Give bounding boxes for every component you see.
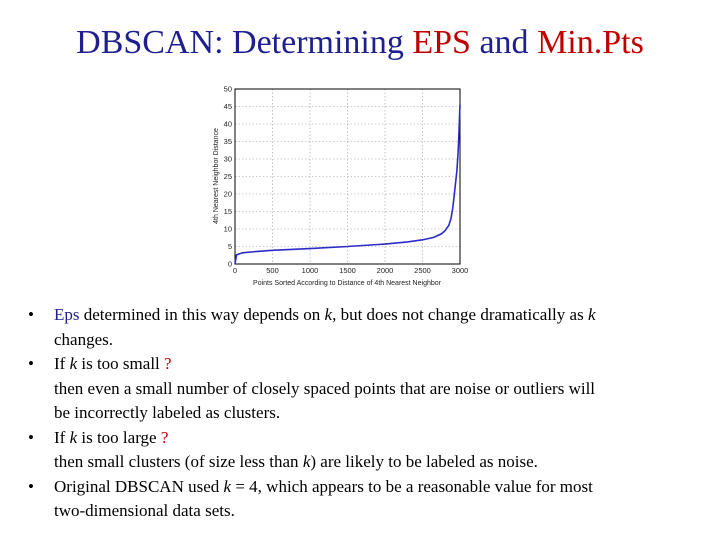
k-var: k bbox=[302, 452, 311, 471]
y-axis-label: 4th Nearest Neighbor Distance bbox=[213, 128, 220, 224]
x-tick-labels bbox=[233, 266, 468, 275]
x-tick-label: 1000 bbox=[301, 266, 319, 275]
y-tick-label: 10 bbox=[223, 224, 232, 234]
bullet-item bbox=[28, 475, 698, 524]
text-run: changes. bbox=[54, 329, 114, 349]
y-tick-label: 40 bbox=[223, 119, 232, 129]
bullet-dot: • bbox=[28, 476, 34, 496]
text-run: is too large bbox=[77, 427, 161, 447]
text-run: If bbox=[54, 354, 70, 373]
y-tick-labels bbox=[224, 85, 232, 269]
x-tick-label: 1500 bbox=[339, 266, 356, 275]
y-tick-label: 45 bbox=[223, 102, 232, 111]
k-var: k bbox=[69, 354, 78, 373]
y-tick-label: 20 bbox=[223, 189, 232, 199]
k-var: k bbox=[587, 305, 596, 324]
x-tick-label: 0 bbox=[232, 266, 238, 275]
bullet-item bbox=[28, 426, 698, 475]
eps-term: Eps bbox=[54, 305, 80, 324]
text-run: be incorrectly labeled as clusters. bbox=[54, 403, 281, 422]
text-run: ) are likely to be labeled as noise. bbox=[310, 452, 538, 471]
text-run: determined in this way depends on bbox=[79, 305, 325, 324]
title-eps: EPS bbox=[412, 24, 471, 61]
text-run: then small clusters (of size less than bbox=[54, 452, 303, 471]
x-tick-label: 2500 bbox=[414, 266, 431, 275]
k-distance-chart bbox=[210, 82, 472, 287]
y-tick-label: 5 bbox=[227, 242, 232, 251]
text-run: then even a small number of closely spaced points that are noise or outliers will bbox=[54, 378, 596, 398]
x-tick-label: 500 bbox=[266, 266, 279, 275]
slide-title bbox=[0, 24, 720, 62]
bullet-dot: • bbox=[28, 427, 34, 447]
y-tick-label: 35 bbox=[223, 137, 232, 146]
text-run: , which appears to be a reasonable value for most bbox=[257, 476, 593, 496]
k-var: k bbox=[324, 305, 333, 324]
bullet-dot: • bbox=[28, 354, 34, 373]
y-tick-label: 25 bbox=[223, 172, 232, 181]
bullet-item bbox=[28, 352, 698, 426]
text-run: = 4 bbox=[231, 476, 258, 496]
title-and: and bbox=[470, 24, 538, 61]
x-tick-label: 2000 bbox=[376, 266, 394, 275]
y-tick-label: 50 bbox=[223, 84, 232, 94]
chart-grid bbox=[235, 89, 460, 264]
text-run: Original DBSCAN used bbox=[54, 476, 224, 496]
x-tick-label: 3000 bbox=[451, 266, 469, 275]
bullet-dot: • bbox=[28, 305, 34, 324]
y-tick-label: 0 bbox=[227, 259, 232, 269]
title-prefix: DBSCAN: Determining bbox=[76, 24, 413, 61]
x-axis-label: Points Sorted According to Distance of 4th Nearest Neighbor bbox=[253, 280, 441, 287]
bullet-item bbox=[28, 303, 698, 352]
text-run: , but does not change dramatically as bbox=[332, 305, 588, 324]
bullet-list bbox=[28, 303, 698, 524]
y-tick-label: 30 bbox=[223, 154, 232, 164]
text-run: If bbox=[54, 427, 70, 447]
title-minpts: Min.Pts bbox=[537, 24, 644, 61]
question-mark: ? bbox=[164, 354, 172, 373]
k-var: k bbox=[223, 476, 232, 496]
text-run: two-dimensional data sets. bbox=[54, 501, 235, 520]
y-tick-label: 15 bbox=[223, 207, 232, 216]
text-run: is too small bbox=[77, 354, 165, 373]
k-var: k bbox=[69, 427, 78, 447]
question-mark: ? bbox=[160, 427, 169, 447]
